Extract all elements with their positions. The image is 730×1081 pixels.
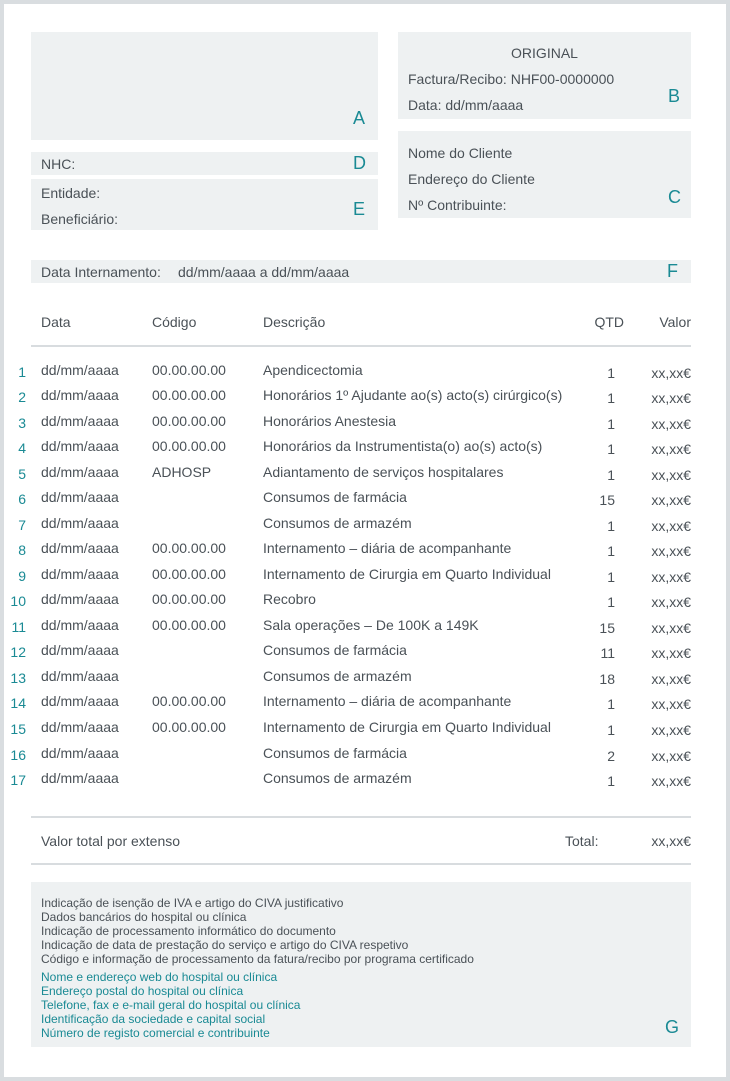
table-row — [0, 719, 722, 743]
box-c-client — [398, 131, 691, 218]
row-date: dd/mm/aaaa — [41, 438, 119, 454]
footer-contact-line: Telefone, fax e e-mail geral do hospital ou clínica — [41, 998, 301, 1012]
label-c: C — [668, 187, 681, 207]
row-description: Consumos de farmácia — [263, 489, 407, 505]
footer-info-line: Indicação de processamento informático do documento — [41, 924, 336, 938]
row-code: 00.00.00.00 — [152, 387, 226, 403]
footer-info-line: Código e informação de processamento da fatura/recibo por programa certificado — [41, 952, 474, 966]
row-description: Honorários da Instrumentista(o) ao(s) acto(s) — [263, 438, 543, 454]
row-value: xx,xx€ — [651, 467, 691, 483]
row-code: 00.00.00.00 — [152, 591, 226, 607]
row-description: Honorários 1º Ajudante ao(s) acto(s) cirúrgico(s) — [263, 387, 563, 403]
row-number: 13 — [10, 670, 26, 686]
row-description: Consumos de armazém — [263, 770, 412, 786]
internamento-value: dd/mm/aaaa a dd/mm/aaaa — [178, 264, 350, 280]
totals-row — [0, 833, 722, 857]
row-description: Consumos de farmácia — [263, 745, 407, 761]
row-value: xx,xx€ — [651, 620, 691, 636]
row-value: xx,xx€ — [651, 441, 691, 457]
col-codigo: Código — [152, 314, 197, 330]
row-value: xx,xx€ — [651, 773, 691, 789]
total-value: xx,xx€ — [651, 833, 691, 849]
row-qty: 15 — [599, 620, 615, 636]
row-value: xx,xx€ — [651, 543, 691, 559]
row-qty: 15 — [599, 492, 615, 508]
row-value: xx,xx€ — [651, 594, 691, 610]
table-row — [0, 566, 722, 590]
row-code: 00.00.00.00 — [152, 719, 226, 735]
row-number: 15 — [10, 721, 26, 737]
table-row — [0, 489, 722, 513]
footer-info-line: Indicação de isenção de IVA e artigo do CIVA justificativo — [41, 896, 344, 910]
footer-info-line: Dados bancários do hospital ou clínica — [41, 910, 247, 924]
row-qty: 1 — [607, 543, 615, 559]
row-qty: 18 — [599, 671, 615, 687]
row-description: Apendicectomia — [263, 362, 363, 378]
footer-contact-line: Identificação da sociedade e capital social — [41, 1012, 266, 1026]
col-data: Data — [41, 314, 71, 330]
row-number: 4 — [18, 440, 26, 456]
row-code: 00.00.00.00 — [152, 566, 226, 582]
original-label: ORIGINAL — [511, 45, 578, 61]
row-description: Internamento – diária de acompanhante — [263, 540, 512, 556]
table-row — [0, 745, 722, 769]
row-qty: 1 — [607, 365, 615, 381]
row-qty: 1 — [607, 569, 615, 585]
table-row — [0, 387, 722, 411]
box-a-logo-area — [31, 32, 378, 140]
table-row — [0, 642, 722, 666]
table-row — [0, 770, 722, 794]
row-qty: 2 — [607, 748, 615, 764]
label-a: A — [353, 108, 366, 128]
row-number: 8 — [18, 542, 26, 558]
row-value: xx,xx€ — [651, 390, 691, 406]
row-description: Adiantamento de serviços hospitalares — [263, 464, 504, 480]
row-value: xx,xx€ — [651, 492, 691, 508]
total-extenso: Valor total por extenso — [41, 833, 181, 849]
row-code: 00.00.00.00 — [152, 362, 226, 378]
internamento-label: Data Internamento: — [41, 264, 161, 280]
row-number: 2 — [18, 389, 26, 405]
row-qty: 1 — [607, 518, 615, 534]
row-description: Consumos de armazém — [263, 515, 412, 531]
totals-divider — [31, 863, 691, 865]
row-number: 12 — [10, 644, 26, 660]
label-e: E — [353, 199, 366, 219]
row-description: Consumos de armazém — [263, 668, 412, 684]
label-d: D — [353, 153, 366, 173]
row-qty: 1 — [607, 467, 615, 483]
row-date: dd/mm/aaaa — [41, 413, 119, 429]
row-value: xx,xx€ — [651, 416, 691, 432]
row-date: dd/mm/aaaa — [41, 591, 119, 607]
invoice-number: Factura/Recibo: NHF00-0000000 — [408, 71, 615, 87]
footer-contact-line: Número de registo comercial e contribuinte — [41, 1026, 270, 1040]
header-divider — [31, 345, 691, 347]
table-row — [0, 693, 722, 717]
label-g: G — [665, 1017, 680, 1037]
table-row — [0, 413, 722, 437]
row-date: dd/mm/aaaa — [41, 770, 119, 786]
row-value: xx,xx€ — [651, 365, 691, 381]
table-row — [0, 438, 722, 462]
row-qty: 1 — [607, 594, 615, 610]
label-f: F — [667, 261, 678, 281]
table-row — [0, 617, 722, 641]
row-number: 7 — [18, 517, 26, 533]
box-b-invoice-info — [398, 32, 691, 119]
row-date: dd/mm/aaaa — [41, 693, 119, 709]
row-description: Consumos de farmácia — [263, 642, 407, 658]
row-qty: 1 — [607, 416, 615, 432]
row-date: dd/mm/aaaa — [41, 566, 119, 582]
row-number: 10 — [10, 593, 26, 609]
row-qty: 1 — [607, 722, 615, 738]
footer-info-line: Indicação de data de prestação do serviço e artigo do CIVA respetivo — [41, 938, 409, 952]
table-row — [0, 668, 722, 692]
table-row — [0, 591, 722, 615]
row-date: dd/mm/aaaa — [41, 719, 119, 735]
client-address: Endereço do Cliente — [408, 171, 535, 187]
label-b: B — [668, 86, 681, 106]
row-code: 00.00.00.00 — [152, 617, 226, 633]
row-value: xx,xx€ — [651, 696, 691, 712]
client-name: Nome do Cliente — [408, 145, 513, 161]
row-qty: 11 — [600, 645, 615, 661]
row-number: 5 — [18, 466, 26, 482]
row-number: 6 — [18, 491, 26, 507]
row-code: 00.00.00.00 — [152, 438, 226, 454]
box-e-entity — [31, 179, 378, 230]
row-qty: 1 — [607, 696, 615, 712]
row-date: dd/mm/aaaa — [41, 540, 119, 556]
row-date: dd/mm/aaaa — [41, 668, 119, 684]
row-value: xx,xx€ — [651, 569, 691, 585]
row-date: dd/mm/aaaa — [41, 617, 119, 633]
col-qtd: QTD — [594, 314, 624, 330]
row-value: xx,xx€ — [651, 722, 691, 738]
row-qty: 1 — [607, 773, 615, 789]
row-description: Honorários Anestesia — [263, 413, 397, 429]
row-code: 00.00.00.00 — [152, 413, 226, 429]
row-number: 14 — [10, 695, 26, 711]
row-date: dd/mm/aaaa — [41, 642, 119, 658]
row-qty: 1 — [607, 441, 615, 457]
row-description: Internamento de Cirurgia em Quarto Individual — [263, 566, 551, 582]
row-code: 00.00.00.00 — [152, 540, 226, 556]
table-header — [0, 314, 722, 338]
footer-contact-line: Endereço postal do hospital ou clínica — [41, 984, 244, 998]
row-value: xx,xx€ — [651, 748, 691, 764]
row-number: 3 — [18, 415, 26, 431]
entidade-label: Entidade: — [41, 185, 101, 201]
row-value: xx,xx€ — [651, 518, 691, 534]
invoice-date: Data: dd/mm/aaaa — [408, 97, 524, 113]
table-bottom-divider — [31, 816, 691, 818]
row-number: 16 — [10, 747, 26, 763]
nhc-label: NHC: — [41, 156, 76, 172]
row-description: Sala operações – De 100K a 149K — [263, 617, 479, 633]
row-description: Internamento de Cirurgia em Quarto Individual — [263, 719, 551, 735]
row-date: dd/mm/aaaa — [41, 362, 119, 378]
col-valor: Valor — [659, 314, 691, 330]
row-number: 1 — [18, 364, 26, 380]
table-row — [0, 362, 722, 386]
total-label: Total: — [565, 833, 599, 849]
row-description: Recobro — [263, 591, 316, 607]
client-nif: Nº Contribuinte: — [408, 197, 507, 213]
row-number: 17 — [10, 772, 26, 788]
table-row — [0, 540, 722, 564]
box-d-nhc — [31, 152, 378, 175]
box-f-internamento — [31, 260, 691, 283]
col-descricao: Descrição — [263, 314, 326, 330]
row-number: 11 — [11, 619, 26, 635]
row-qty: 1 — [607, 390, 615, 406]
row-code: ADHOSP — [152, 464, 212, 480]
row-code: 00.00.00.00 — [152, 693, 226, 709]
table-row — [0, 464, 722, 488]
row-value: xx,xx€ — [651, 645, 691, 661]
row-date: dd/mm/aaaa — [41, 515, 119, 531]
row-description: Internamento – diária de acompanhante — [263, 693, 512, 709]
footer-contact-line: Nome e endereço web do hospital ou clínica — [41, 970, 278, 984]
row-number: 9 — [18, 568, 26, 584]
row-value: xx,xx€ — [651, 671, 691, 687]
beneficiario-label: Beneficiário: — [41, 211, 119, 227]
row-date: dd/mm/aaaa — [41, 387, 119, 403]
row-date: dd/mm/aaaa — [41, 464, 119, 480]
table-row — [0, 515, 722, 539]
row-date: dd/mm/aaaa — [41, 489, 119, 505]
row-date: dd/mm/aaaa — [41, 745, 119, 761]
